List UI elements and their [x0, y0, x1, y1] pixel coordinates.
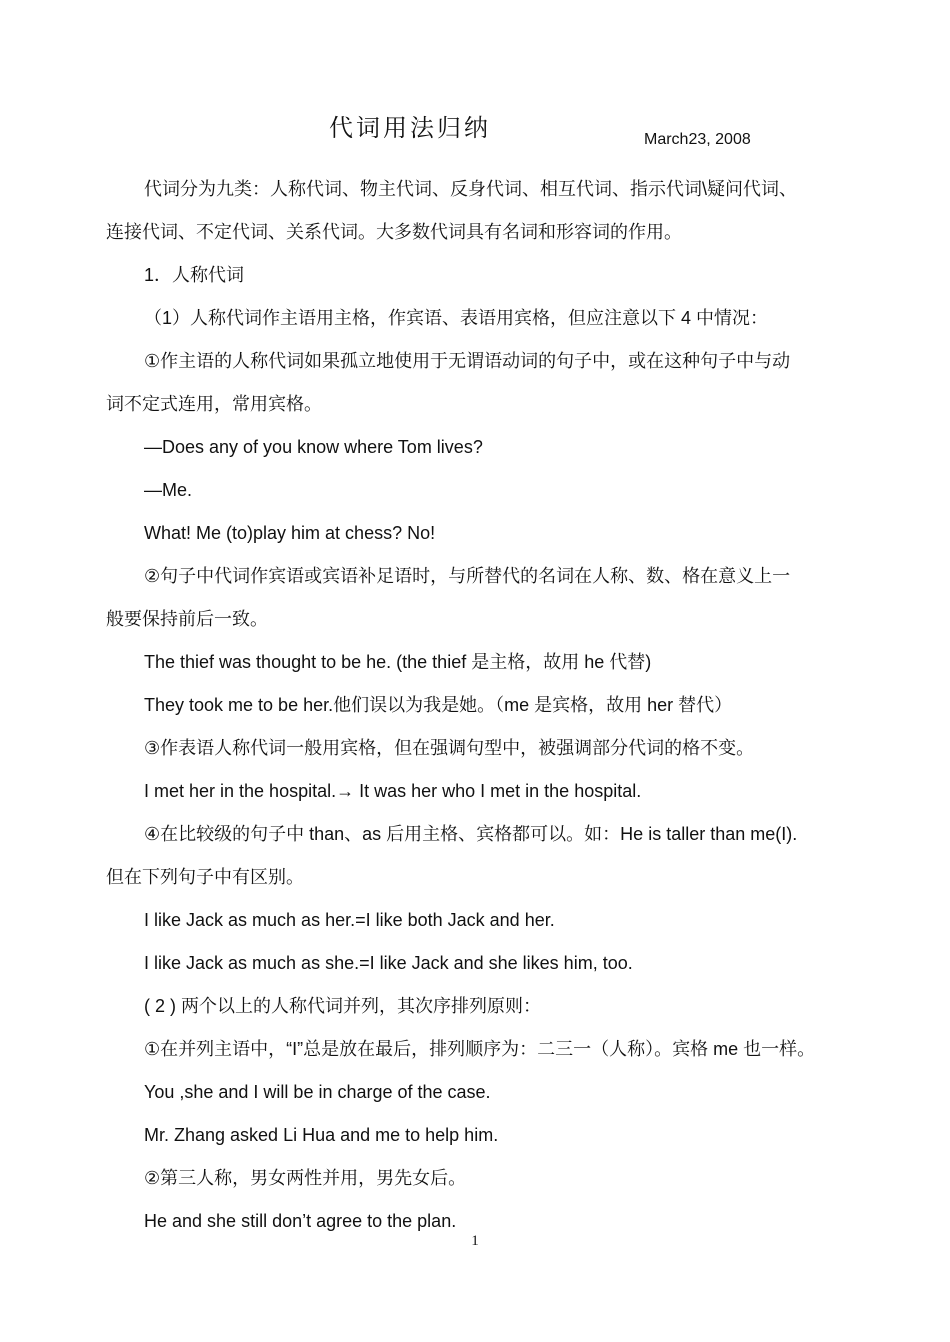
paragraph-line: ③作表语人称代词一般用宾格，但在强调句型中，被强调部分代词的格不变。 [144, 738, 755, 758]
example-line: I like Jack as much as her.=I like both Jack and her. [144, 910, 555, 930]
example-line: The thief was thought to be he. (the thief 是主格，故用 he 代替) [144, 652, 652, 672]
example-line: I met her in the hospital.→ It was her who I met in the hospital. [144, 781, 642, 801]
section-heading: 1．人称代词 [144, 265, 245, 285]
paragraph-line: 词不定式连用，常用宾格。 [106, 394, 322, 414]
page-number: 1 [471, 1233, 479, 1249]
document-date: March23, 2008 [644, 131, 751, 148]
example-line: Mr. Zhang asked Li Hua and me to help him. [144, 1125, 499, 1145]
paragraph-line: 代词分为九类：人称代词、物主代词、反身代词、相互代词、指示代词\疑问代词、 [144, 179, 797, 199]
paragraph-line: 连接代词、不定代词、关系代词。大多数代词具有名词和形容词的作用。 [106, 222, 682, 242]
example-line: I like Jack as much as she.=I like Jack and she likes him, too. [144, 953, 633, 973]
example-line: What! Me (to)play him at chess? No! [144, 523, 436, 543]
example-line: You ,she and I will be in charge of the case. [144, 1082, 491, 1102]
paragraph-line: ②第三人称，男女两性并用，男先女后。 [144, 1168, 467, 1188]
paragraph-line: 般要保持前后一致。 [106, 609, 268, 629]
example-line: —Does any of you know where Tom lives? [144, 437, 483, 457]
document-body [106, 168, 848, 1243]
example-line: —Me. [144, 480, 193, 500]
paragraph-line: 但在下列句子中有区别。 [106, 867, 304, 887]
paragraph-line: ①在并列主语中，“I”总是放在最后，排列顺序为：二三一（人称）。宾格 me 也一样。 [144, 1039, 816, 1059]
document-title: 代词用法归纳 [329, 114, 491, 142]
paragraph-line: ②句子中代词作宾语或宾语补足语时，与所替代的名词在人称、数、格在意义上一 [144, 566, 791, 586]
subsection-heading: ( 2 ) 两个以上的人称代词并列，其次序排列原则： [144, 996, 541, 1016]
paragraph-line: ①作主语的人称代词如果孤立地使用于无谓语动词的句子中，或在这种句子中与动 [144, 351, 791, 371]
paragraph-line: （1）人称代词作主语用主格，作宾语、表语用宾格，但应注意以下 4 中情况： [144, 308, 769, 328]
paragraph-line: ④在比较级的句子中 than、as 后用主格、宾格都可以。如：He is taller than me(I). [144, 824, 798, 844]
example-line: They took me to be her.他们误以为我是她。（me 是宾格，故用 her 替代） [144, 695, 733, 715]
example-line: He and she still don’t agree to the plan. [144, 1211, 457, 1231]
